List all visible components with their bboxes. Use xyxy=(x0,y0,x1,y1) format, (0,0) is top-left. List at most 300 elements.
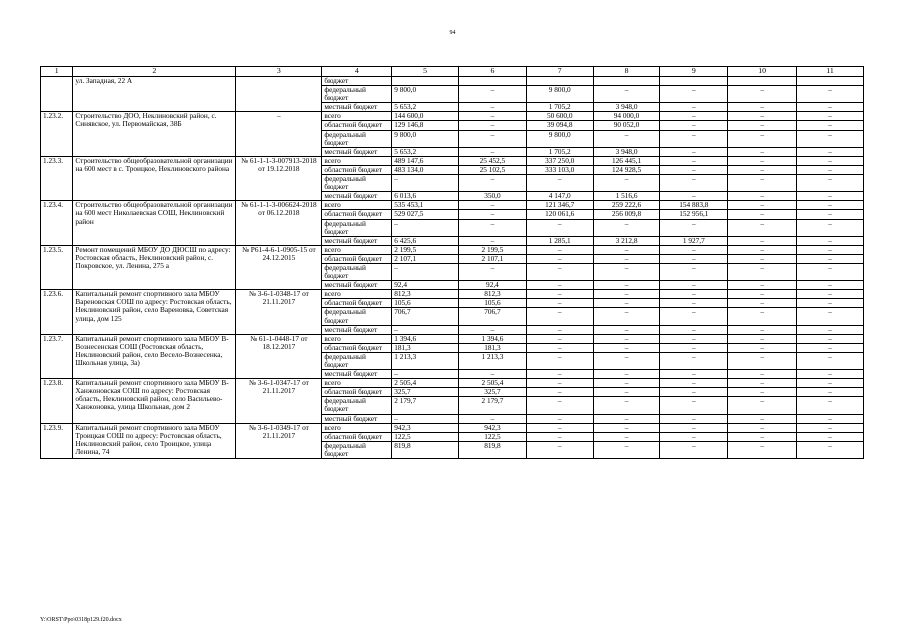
object-name-cell: Капитальный ремонт спортивного зала МБОУ Троицкая СОШ по адресу: Ростовская область, Неклиновский район, село Троицкое, улица Ленина, 74 xyxy=(73,423,236,458)
value-cell: 181,3 xyxy=(392,343,459,352)
value-cell: 121 346,7 xyxy=(526,201,593,210)
value-cell: – xyxy=(797,441,864,458)
table-row xyxy=(41,423,864,432)
value-cell: – xyxy=(459,103,527,112)
value-cell: – xyxy=(797,423,864,432)
value-cell: – xyxy=(728,175,797,192)
document-cell xyxy=(236,77,322,112)
value-cell: – xyxy=(660,379,728,388)
budget-kind-cell: всего xyxy=(322,201,392,210)
value-cell: – xyxy=(660,299,728,308)
budget-kind-cell: федеральный бюджет xyxy=(322,130,392,147)
value-cell: 1 927,7 xyxy=(660,236,728,245)
budget-kind-cell: всего xyxy=(322,245,392,254)
budget-kind-cell: всего xyxy=(322,156,392,165)
value-cell: – xyxy=(593,281,660,290)
budget-kind-cell: всего xyxy=(322,290,392,299)
value-cell: – xyxy=(526,441,593,458)
value-cell: – xyxy=(660,130,728,147)
row-id-cell: 1.23.4. xyxy=(41,201,73,245)
value-cell: – xyxy=(728,299,797,308)
value-cell: – xyxy=(526,281,593,290)
value-cell: 337 250,0 xyxy=(526,156,593,165)
value-cell: 2 107,1 xyxy=(392,254,459,263)
header-cell: 1 xyxy=(41,67,73,77)
value-cell: – xyxy=(728,290,797,299)
budget-kind-cell: федеральный бюджет xyxy=(322,86,392,103)
value-cell: 2 199,5 xyxy=(392,245,459,254)
value-cell: – xyxy=(593,245,660,254)
value-cell: 94 000,0 xyxy=(593,112,660,121)
value-cell: – xyxy=(797,343,864,352)
row-id-cell: 1.23.2. xyxy=(41,112,73,156)
value-cell: – xyxy=(728,236,797,245)
value-cell: – xyxy=(593,334,660,343)
value-cell: 39 094,8 xyxy=(526,121,593,130)
value-cell: – xyxy=(797,334,864,343)
value-cell: – xyxy=(459,201,527,210)
value-cell: – xyxy=(797,379,864,388)
value-cell: – xyxy=(459,370,527,379)
value-cell: 1 705,2 xyxy=(526,103,593,112)
value-cell: 259 222,6 xyxy=(593,201,660,210)
value-cell: 2 179,7 xyxy=(392,397,459,414)
value-cell: 9 800,0 xyxy=(392,86,459,103)
value-cell: – xyxy=(728,325,797,334)
budget-kind-cell: федеральный бюджет xyxy=(322,441,392,458)
value-cell: – xyxy=(459,263,527,280)
header-cell: 9 xyxy=(660,67,728,77)
value-cell: – xyxy=(660,112,728,121)
value-cell: 2 107,1 xyxy=(459,254,527,263)
value-cell: 9 800,0 xyxy=(526,86,593,103)
value-cell: – xyxy=(660,308,728,325)
value-cell: 535 453,1 xyxy=(392,201,459,210)
value-cell: 3 948,0 xyxy=(593,147,660,156)
value-cell: – xyxy=(728,156,797,165)
value-cell: – xyxy=(660,397,728,414)
value-cell: – xyxy=(797,370,864,379)
value-cell: 2 179,7 xyxy=(459,397,527,414)
header-cell: 7 xyxy=(526,67,593,77)
value-cell: 6 013,6 xyxy=(392,192,459,201)
budget-kind-cell: местный бюджет xyxy=(322,147,392,156)
value-cell: – xyxy=(660,325,728,334)
value-cell: – xyxy=(459,86,527,103)
value-cell: – xyxy=(728,210,797,219)
value-cell: – xyxy=(797,192,864,201)
value-cell: – xyxy=(660,414,728,423)
value-cell: – xyxy=(660,147,728,156)
header-cell: 10 xyxy=(728,67,797,77)
value-cell: – xyxy=(526,299,593,308)
value-cell: 144 600,0 xyxy=(392,112,459,121)
budget-kind-cell: местный бюджет xyxy=(322,414,392,423)
value-cell: – xyxy=(392,370,459,379)
value-cell: – xyxy=(797,86,864,103)
value-cell: – xyxy=(728,147,797,156)
budget-kind-cell: федеральный бюджет xyxy=(322,397,392,414)
value-cell: – xyxy=(797,299,864,308)
value-cell: – xyxy=(526,290,593,299)
value-cell: – xyxy=(797,219,864,236)
value-cell: – xyxy=(660,334,728,343)
object-name-cell: Капитальный ремонт спортивного зала МБОУ Вареновская СОШ по адресу: Ростовская область, Неклиновский район, село Вареновка, Советская улица, дом 125 xyxy=(73,290,236,334)
budget-kind-cell: местный бюджет xyxy=(322,236,392,245)
value-cell: – xyxy=(660,165,728,174)
value-cell: 1 213,3 xyxy=(459,352,527,369)
value-cell: 1 394,6 xyxy=(459,334,527,343)
object-name-cell: Капитальный ремонт спортивного зала МБОУ В-Вознесенская СОШ (Ростовская область, Неклиновский район, село Весело-Вознесенка, Школьная улица, 3а) xyxy=(73,334,236,378)
header-row xyxy=(41,67,864,77)
value-cell: – xyxy=(660,86,728,103)
value-cell: – xyxy=(660,370,728,379)
row-id-cell: 1.23.9. xyxy=(41,423,73,458)
value-cell: – xyxy=(459,121,527,130)
value-cell: – xyxy=(728,308,797,325)
value-cell: – xyxy=(797,156,864,165)
value-cell: – xyxy=(593,130,660,147)
value-cell: 333 103,0 xyxy=(526,165,593,174)
value-cell: – xyxy=(459,147,527,156)
budget-kind-cell: федеральный бюджет xyxy=(322,263,392,280)
value-cell: – xyxy=(459,219,527,236)
value-cell: – xyxy=(593,308,660,325)
value-cell: 819,8 xyxy=(459,441,527,458)
budget-kind-cell: всего xyxy=(322,379,392,388)
value-cell: 1 516,6 xyxy=(593,192,660,201)
value-cell: – xyxy=(660,263,728,280)
header-cell: 11 xyxy=(797,67,864,77)
value-cell: – xyxy=(797,165,864,174)
header-cell: 4 xyxy=(322,67,392,77)
value-cell: – xyxy=(728,441,797,458)
value-cell: – xyxy=(392,175,459,192)
value-cell: – xyxy=(459,175,527,192)
value-cell: – xyxy=(797,263,864,280)
value-cell: – xyxy=(660,175,728,192)
value-cell xyxy=(660,77,728,86)
footer-file-path: Y:\ORST\Ppo\0318p129.f20.docx xyxy=(40,617,122,623)
value-cell: 124 928,5 xyxy=(593,165,660,174)
value-cell: 325,7 xyxy=(392,388,459,397)
value-cell: – xyxy=(593,352,660,369)
value-cell: – xyxy=(660,219,728,236)
budget-kind-cell: местный бюджет xyxy=(322,103,392,112)
budget-kind-cell: всего xyxy=(322,112,392,121)
value-cell: 25 102,5 xyxy=(459,165,527,174)
value-cell: – xyxy=(728,423,797,432)
value-cell: 129 146,8 xyxy=(392,121,459,130)
table-header xyxy=(41,67,864,77)
value-cell: – xyxy=(526,397,593,414)
row-id-cell: 1.23.7. xyxy=(41,334,73,378)
value-cell: – xyxy=(526,219,593,236)
value-cell: – xyxy=(593,388,660,397)
value-cell: – xyxy=(593,299,660,308)
value-cell: – xyxy=(392,219,459,236)
table-row xyxy=(41,290,864,299)
value-cell: – xyxy=(797,210,864,219)
value-cell: – xyxy=(526,343,593,352)
value-cell: 154 883,8 xyxy=(660,201,728,210)
value-cell: – xyxy=(797,147,864,156)
value-cell: – xyxy=(728,388,797,397)
value-cell: – xyxy=(728,192,797,201)
value-cell: – xyxy=(593,370,660,379)
value-cell: – xyxy=(459,236,527,245)
value-cell: 942,3 xyxy=(392,423,459,432)
value-cell: – xyxy=(728,397,797,414)
value-cell: – xyxy=(526,379,593,388)
value-cell: – xyxy=(660,192,728,201)
document-cell: № 61-1-1-3-006624-2018 от 06.12.2018 xyxy=(236,201,322,245)
value-cell: – xyxy=(660,281,728,290)
value-cell: – xyxy=(797,388,864,397)
value-cell: – xyxy=(593,397,660,414)
row-id-cell: 1.23.8. xyxy=(41,379,73,423)
value-cell: 350,0 xyxy=(459,192,527,201)
budget-kind-cell: всего xyxy=(322,423,392,432)
value-cell: – xyxy=(526,388,593,397)
value-cell: 5 653,2 xyxy=(392,103,459,112)
value-cell: – xyxy=(660,352,728,369)
value-cell: 181,3 xyxy=(459,343,527,352)
budget-kind-cell: всего xyxy=(322,334,392,343)
value-cell: 1 285,1 xyxy=(526,236,593,245)
value-cell: – xyxy=(459,210,527,219)
value-cell xyxy=(797,77,864,86)
value-cell xyxy=(459,77,527,86)
value-cell: – xyxy=(728,86,797,103)
value-cell: 122,5 xyxy=(459,432,527,441)
value-cell: – xyxy=(593,254,660,263)
value-cell: – xyxy=(728,245,797,254)
budget-kind-cell: областной бюджет xyxy=(322,299,392,308)
value-cell: 152 956,1 xyxy=(660,210,728,219)
table-row xyxy=(41,156,864,165)
value-cell: – xyxy=(728,432,797,441)
value-cell: – xyxy=(728,334,797,343)
value-cell: – xyxy=(526,175,593,192)
table-row xyxy=(41,379,864,388)
value-cell: – xyxy=(660,254,728,263)
value-cell: – xyxy=(797,175,864,192)
table-body xyxy=(41,77,864,459)
value-cell: – xyxy=(593,325,660,334)
budget-kind-cell: областной бюджет xyxy=(322,432,392,441)
header-cell: 5 xyxy=(392,67,459,77)
value-cell: 5 653,2 xyxy=(392,147,459,156)
budget-kind-cell: местный бюджет xyxy=(322,192,392,201)
budget-kind-cell: областной бюджет xyxy=(322,210,392,219)
value-cell: – xyxy=(797,325,864,334)
value-cell: – xyxy=(660,441,728,458)
value-cell: – xyxy=(526,414,593,423)
value-cell xyxy=(593,77,660,86)
budget-kind-cell: местный бюджет xyxy=(322,325,392,334)
budget-kind-cell: федеральный бюджет xyxy=(322,352,392,369)
value-cell: – xyxy=(392,325,459,334)
value-cell: – xyxy=(797,130,864,147)
value-cell: – xyxy=(797,397,864,414)
object-name-cell: Ремонт помещений МБОУ ДО ДЮСШ по адресу: Ростовская область, Неклиновский район, с. Покровское, ул. Ленина, 275 а xyxy=(73,245,236,289)
value-cell: – xyxy=(797,281,864,290)
value-cell: – xyxy=(728,379,797,388)
value-cell: 2 199,5 xyxy=(459,245,527,254)
value-cell: 105,6 xyxy=(459,299,527,308)
value-cell: – xyxy=(728,352,797,369)
value-cell: – xyxy=(593,175,660,192)
value-cell: 1 394,6 xyxy=(392,334,459,343)
value-cell: 90 052,0 xyxy=(593,121,660,130)
value-cell: – xyxy=(797,121,864,130)
value-cell: – xyxy=(459,112,527,121)
budget-kind-cell: федеральный бюджет xyxy=(322,308,392,325)
value-cell: 942,3 xyxy=(459,423,527,432)
value-cell: – xyxy=(459,414,527,423)
row-id-cell xyxy=(41,77,73,112)
header-cell: 2 xyxy=(73,67,236,77)
value-cell: 483 134,0 xyxy=(392,165,459,174)
value-cell: 819,8 xyxy=(392,441,459,458)
value-cell: – xyxy=(593,379,660,388)
value-cell: – xyxy=(593,432,660,441)
value-cell: – xyxy=(728,254,797,263)
value-cell: – xyxy=(797,103,864,112)
value-cell: – xyxy=(459,130,527,147)
value-cell: 706,7 xyxy=(459,308,527,325)
value-cell: 122,5 xyxy=(392,432,459,441)
value-cell: 6 425,6 xyxy=(392,236,459,245)
value-cell: 9 800,0 xyxy=(392,130,459,147)
value-cell: 706,7 xyxy=(392,308,459,325)
value-cell: – xyxy=(526,423,593,432)
value-cell: – xyxy=(593,441,660,458)
value-cell: 1 705,2 xyxy=(526,147,593,156)
value-cell: – xyxy=(526,334,593,343)
value-cell: – xyxy=(728,121,797,130)
value-cell: 92,4 xyxy=(459,281,527,290)
value-cell: – xyxy=(797,290,864,299)
object-name-cell: Строительство общеобразовательной организации на 600 мест в с. Троицкое, Неклиновского района xyxy=(73,156,236,200)
value-cell: – xyxy=(593,219,660,236)
document-cell: № 61-1-1-3-007913-2018 от 19.12.2018 xyxy=(236,156,322,200)
value-cell: – xyxy=(797,432,864,441)
value-cell xyxy=(526,77,593,86)
value-cell: – xyxy=(660,343,728,352)
value-cell: 105,6 xyxy=(392,299,459,308)
value-cell: – xyxy=(526,325,593,334)
value-cell: – xyxy=(526,308,593,325)
value-cell: – xyxy=(660,245,728,254)
object-name-cell: Строительство ДОО, Неклиновский район, с. Синявское, ул. Первомайская, 38Б xyxy=(73,112,236,156)
row-id-cell: 1.23.6. xyxy=(41,290,73,334)
row-id-cell: 1.23.5. xyxy=(41,245,73,289)
table-row xyxy=(41,112,864,121)
value-cell: 9 800,0 xyxy=(526,130,593,147)
object-name-cell: ул. Западная, 22 А xyxy=(73,77,236,112)
value-cell: 812,3 xyxy=(459,290,527,299)
object-name-cell: Строительство общеобразовательной организации на 600 мест Николаевская СОШ, Неклиновский район xyxy=(73,201,236,245)
value-cell: – xyxy=(526,263,593,280)
header-cell: 8 xyxy=(593,67,660,77)
value-cell: – xyxy=(797,414,864,423)
header-cell: 6 xyxy=(459,67,527,77)
value-cell: – xyxy=(526,254,593,263)
value-cell: – xyxy=(797,254,864,263)
value-cell xyxy=(728,77,797,86)
table-row xyxy=(41,201,864,210)
value-cell: – xyxy=(392,263,459,280)
value-cell: 256 009,8 xyxy=(593,210,660,219)
value-cell: – xyxy=(728,343,797,352)
value-cell: – xyxy=(728,370,797,379)
value-cell: – xyxy=(728,201,797,210)
value-cell: – xyxy=(459,325,527,334)
value-cell: 812,3 xyxy=(392,290,459,299)
budget-kind-cell: областной бюджет xyxy=(322,121,392,130)
budget-kind-cell: областной бюджет xyxy=(322,343,392,352)
header-cell: 3 xyxy=(236,67,322,77)
value-cell: – xyxy=(392,414,459,423)
value-cell: – xyxy=(728,414,797,423)
budget-kind-cell: местный бюджет xyxy=(322,370,392,379)
value-cell: – xyxy=(797,236,864,245)
document-cell: № Р61-4-6-1-0905-15 от 24.12.2015 xyxy=(236,245,322,289)
value-cell: 529 027,5 xyxy=(392,210,459,219)
budget-kind-cell: областной бюджет xyxy=(322,388,392,397)
value-cell: – xyxy=(728,263,797,280)
value-cell: 25 452,5 xyxy=(459,156,527,165)
value-cell: – xyxy=(593,290,660,299)
value-cell: – xyxy=(797,112,864,121)
value-cell: – xyxy=(660,290,728,299)
document-cell: № 3-6-1-0348-17 от 21.11.2017 xyxy=(236,290,322,334)
value-cell: 2 505,4 xyxy=(459,379,527,388)
value-cell: – xyxy=(728,165,797,174)
document-cell: № 3-6-1-0349-17 от 21.11.2017 xyxy=(236,423,322,458)
value-cell: – xyxy=(797,245,864,254)
value-cell: – xyxy=(593,86,660,103)
value-cell: – xyxy=(660,156,728,165)
value-cell: 489 147,6 xyxy=(392,156,459,165)
value-cell: – xyxy=(526,352,593,369)
value-cell: – xyxy=(593,414,660,423)
value-cell: – xyxy=(797,201,864,210)
value-cell: – xyxy=(728,130,797,147)
value-cell: 50 600,0 xyxy=(526,112,593,121)
value-cell: 3 948,0 xyxy=(593,103,660,112)
value-cell: – xyxy=(797,352,864,369)
value-cell: – xyxy=(728,281,797,290)
value-cell: – xyxy=(728,103,797,112)
object-name-cell: Капитальный ремонт спортивного зала МБОУ В-Ханжоновская СОШ по адресу: Ростовская область, Неклиновский район, село Васильево-Ханжоновка, улица Школьная, дом 2 xyxy=(73,379,236,423)
value-cell: 325,7 xyxy=(459,388,527,397)
value-cell: – xyxy=(728,112,797,121)
document-cell: № 3-6-1-0347-17 от 21.11.2017 xyxy=(236,379,322,423)
value-cell: – xyxy=(660,103,728,112)
value-cell: – xyxy=(660,432,728,441)
value-cell: – xyxy=(593,263,660,280)
document-cell: № 61-1-0448-17 от 18.12.2017 xyxy=(236,334,322,378)
table-row xyxy=(41,334,864,343)
value-cell: – xyxy=(728,219,797,236)
value-cell: 4 147,0 xyxy=(526,192,593,201)
budget-kind-cell: областной бюджет xyxy=(322,254,392,263)
value-cell: – xyxy=(660,423,728,432)
value-cell: – xyxy=(526,370,593,379)
